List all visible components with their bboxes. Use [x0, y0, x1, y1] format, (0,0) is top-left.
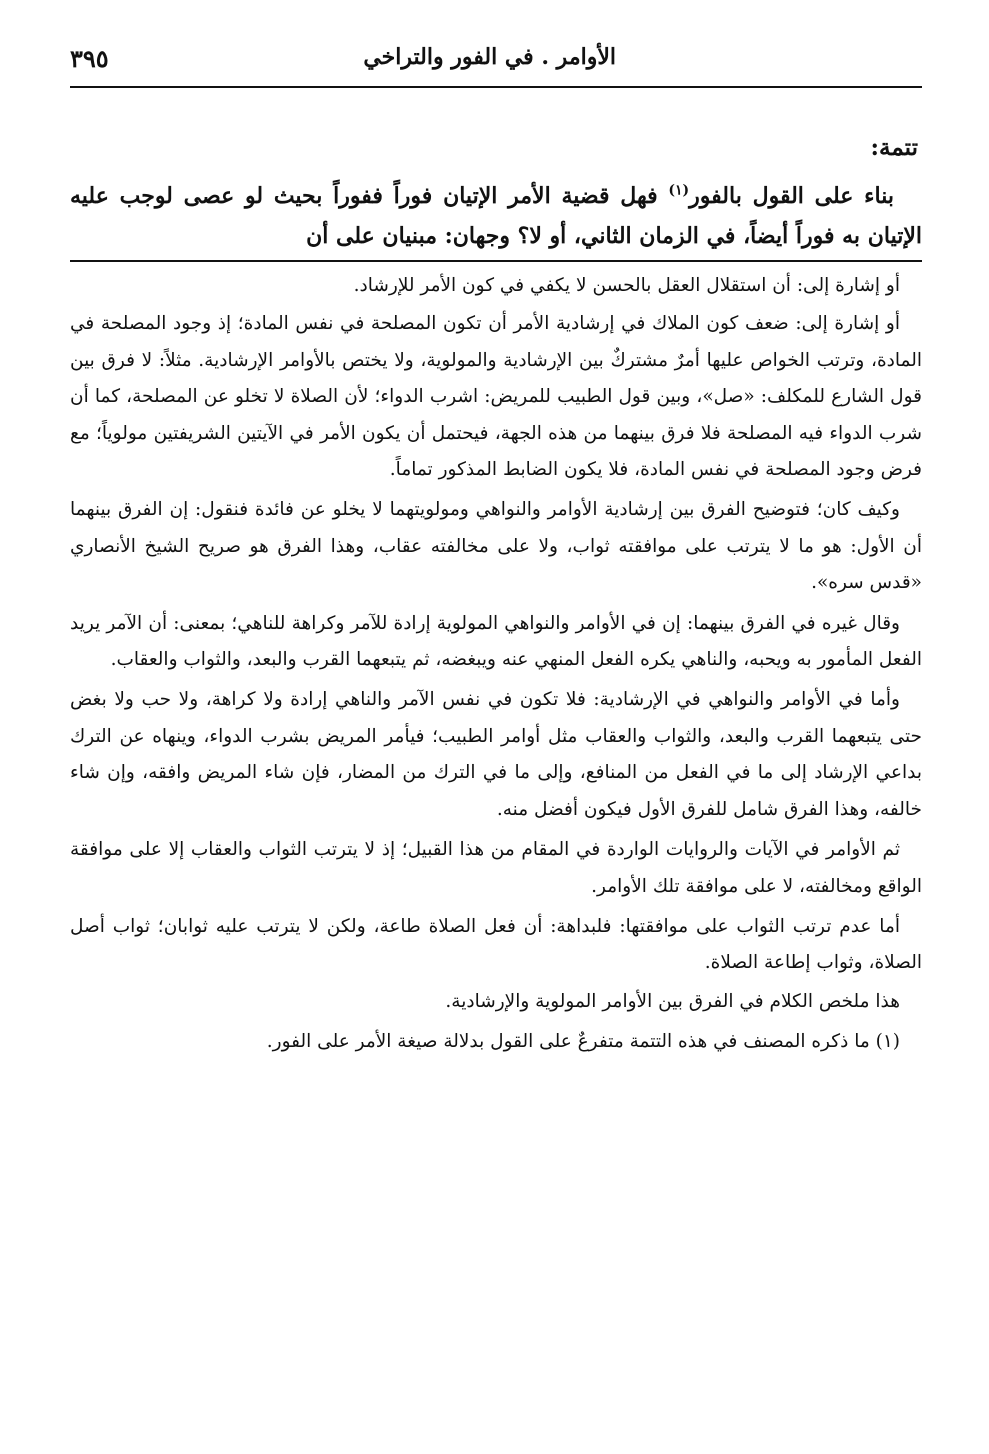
main-text-part-1: بناء على القول بالفور [689, 183, 894, 209]
footnote-text: (١) ما ذكره المصنف في هذه التتمة متفرعٌ على القول بدلالة صيغة الأمر على الفور. [266, 1031, 900, 1053]
main-text-block [70, 88, 922, 262]
commentary-paragraph: وقال غيره في الفرق بينهما: إن في الأوامر والنواهي المولوية إرادة للآمر وكراهة للناهي؛ بمعنى: أن الآمر يريد الفعل المأمور به ويحبه، والناهي يكره الفعل المنهي عنه ويبغضه، ثم يتبعهما القرب والبعد، والثواب والعقاب. [70, 612, 922, 671]
book-page [70, 36, 922, 1063]
commentary-paragraph: أو إشارة إلى: ضعف كون الملاك في إرشادية الأمر أن تكون المصلحة في نفس المادة؛ إذ وجود المصلحة في المادة، وترتب الخواص عليها أمرٌ مشتركٌ بين الإرشادية والمولوية، ولا يختص بالأوامر الإرشادية. مثلاً: لا فرق بين قول الشارع للمكلف: «صل»، وبين قول الطبيب للمريض: اشرب الدواء؛ لأن الصلاة لا تخلو عن المصلحة، كما أن شرب الدواء فيه المصلحة فلا فرق بينهما من هذه الجهة، فيحتمل أن يكون الأمر في الآيتين الشريفتين مولوياً؛ مع فرض وجود المصلحة في نفس المادة، فلا يكون الضابط المذكور تماماً. [70, 313, 922, 481]
commentary-paragraph: ثم الأوامر في الآيات والروايات الواردة في المقام من هذا القبيل؛ إذ لا يترتب الثواب والعقاب إلا على موافقة الواقع ومخالفته، لا على موافقة تلك الأوامر. [70, 839, 922, 897]
commentary-paragraph: هذا ملخص الكلام في الفرق بين الأوامر المولوية والإرشادية. [445, 990, 900, 1012]
main-text-part-2: فهل قضية الأمر الإتيان فوراً ففوراً بحيث لو عصى لوجب عليه الإتيان به فوراً أيضاً، في الزمان الثاني، أو لا؟ وجهان: مبنيان على أن [70, 183, 922, 249]
commentary-paragraph: وكيف كان؛ فتوضيح الفرق بين إرشادية الأوامر والنواهي ومولويتهما لا يخلو عن فائدة فنقول: إن الفرق بينهما أن الأول: هو ما لا يترتب على موافقته ثواب، ولا على مخالفته عقاب، وهذا الفرق هو صريح الشيخ الأنصاري «قدس سره». [70, 499, 922, 594]
commentary-block [70, 262, 922, 1061]
running-header [70, 36, 922, 88]
section-heading: تتمة: [870, 134, 918, 161]
commentary-paragraph: أما عدم ترتب الثواب على موافقتها: فلبداهة: أن فعل الصلاة طاعة، ولكن لا يترتب عليه ثوابان؛ ثواب أصل الصلاة، وثواب إطاعة الصلاة. [70, 915, 922, 974]
commentary-paragraph: وأما في الأوامر والنواهي في الإرشادية: فلا تكون في نفس الآمر والناهي إرادة ولا كراهة، ولا حب ولا بغض حتى يتبعهما القرب والبعد، والثواب والعقاب مثل أوامر الطبيب؛ فيأمر المريض بشرب الدواء، وينهاه عن الترك بداعي الإرشاد إلى ما في الفعل من المنافع، وإلى ما في الترك من المضار، فإن شاء المريض وافقه، وإن شاء خالفه، وهذا الفرق شامل للفرق الأول فيكون أفضل منه. [70, 689, 922, 820]
commentary-paragraph: أو إشارة إلى: أن استقلال العقل بالحسن لا يكفي في كون الأمر للإرشاد. [353, 275, 900, 296]
main-paragraph [70, 176, 922, 256]
running-title: الأوامر . في الفور والتراخي [363, 44, 616, 70]
footnote-reference[interactable]: (١) [668, 182, 690, 199]
page-number: ٣٩٥ [70, 44, 109, 73]
